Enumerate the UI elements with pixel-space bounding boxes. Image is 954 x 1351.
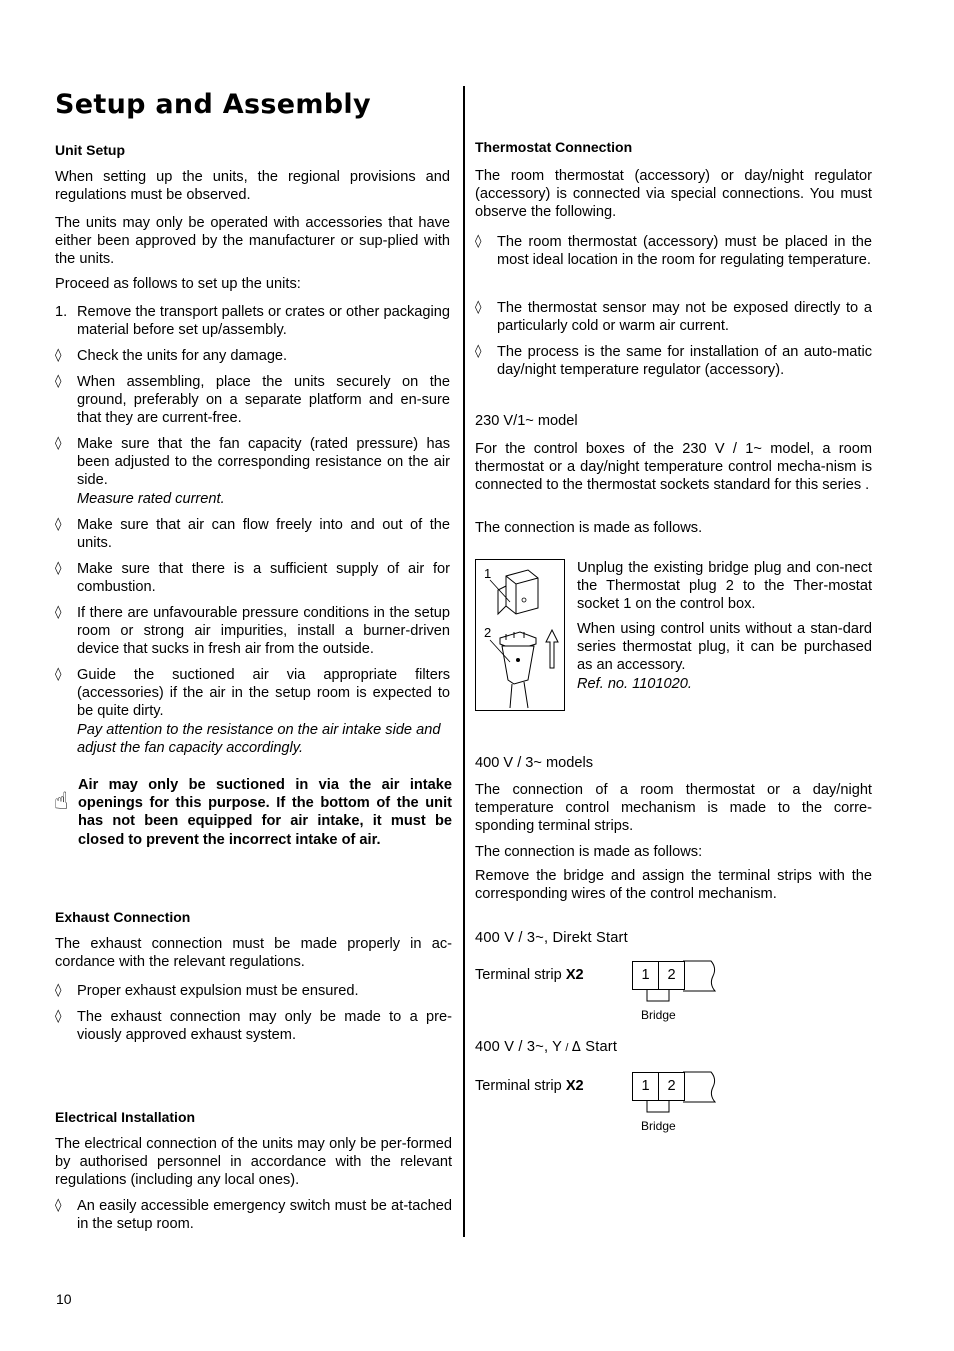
diamond-bullet-icon: ◊	[55, 348, 62, 363]
model-400-paragraph-3: Remove the bridge and assign the terminal strips with the corresponding wires of the control mechanism.	[475, 868, 872, 903]
italic-note: Measure rated current.	[77, 490, 225, 507]
diamond-bullet-icon: ◊	[55, 436, 62, 451]
diamond-bullet-icon: ◊	[55, 517, 62, 532]
diamond-bullet-icon: ◊	[55, 605, 62, 620]
figure-paragraph-2: When using control units without a stan-dard series thermostat plug, it can be purchased as an accessory.	[577, 621, 872, 674]
diamond-bullet-icon: ◊	[55, 561, 62, 576]
diamond-bullet-icon: ◊	[475, 300, 482, 315]
list-number: 1.	[55, 304, 68, 320]
model-400-paragraph-2: The connection is made as follows:	[475, 844, 703, 860]
terminal-strip-id: X2	[565, 967, 584, 983]
list-item-text: Make sure that there is a sufficient supply of air for combustion.	[77, 561, 450, 596]
model-230-heading: 230 V/1~ model	[475, 413, 578, 429]
list-item	[55, 1197, 452, 1233]
diamond-bullet-icon: ◊	[55, 667, 62, 682]
terminal-strip-end	[683, 1071, 719, 1103]
thermostat-heading: Thermostat Connection	[475, 139, 633, 155]
list-item-text: The process is the same for installation of an auto-matic day/night temperature regulator (accessory).	[497, 344, 872, 379]
list-item	[55, 373, 450, 428]
terminal-1: 1	[632, 961, 659, 990]
list-item	[55, 604, 450, 659]
electrical-paragraph: The electrical connection of the units may only be per-formed by authorised personnel in accordance with the relevant regulations (including any local ones).	[55, 1136, 452, 1189]
terminal-strip-id: X2	[565, 1078, 584, 1094]
list-item-text: The exhaust connection may only be made to a pre-viously approved exhaust system.	[77, 1009, 452, 1044]
list-item-text: Guide the suctioned air via appropriate filters (accessories) if the air in the setup room is expected to be quite dirty.	[77, 667, 450, 720]
list-item	[475, 233, 872, 269]
warning-note: Air may only be suctioned in via the air intake openings for this purpose. If the bottom of the unit has not been equipped for air intake, it must be closed to prevent the incorrect intake of air.	[78, 777, 452, 848]
unit-setup-heading: Unit Setup	[55, 142, 125, 158]
terminal-strip-label: Terminal strip	[475, 967, 566, 983]
figure-paragraph-1: Unplug the existing bridge plug and con-nect the Thermostat plug 2 to the Ther-mostat socket 1 on the control box.	[577, 560, 872, 613]
y-delta-start-heading: 400 V / 3~, Y / Δ Start	[475, 1039, 618, 1055]
list-item-text: Check the units for any damage.	[77, 348, 288, 364]
model-230-paragraph-2: The connection is made as follows.	[475, 520, 703, 536]
diamond-bullet-icon: ◊	[475, 234, 482, 249]
model-400-paragraph-1: The connection of a room thermostat or a day/night temperature control mechanism is made to the corre-sponding terminal strips.	[475, 782, 872, 835]
list-item	[475, 343, 872, 379]
list-item	[55, 435, 450, 508]
terminal-1: 1	[632, 1072, 659, 1101]
list-item-text: Make sure that air can flow freely into and out of the units.	[77, 517, 450, 552]
list-item	[55, 982, 452, 1000]
diamond-bullet-icon: ◊	[475, 344, 482, 359]
thermostat-paragraph: The room thermostat (accessory) or day/night regulator (accessory) is connected via special connections. You must observe the following.	[475, 168, 872, 221]
pointing-hand-icon: ☝	[54, 787, 69, 815]
reference-number: Ref. no. 1101020.	[577, 675, 692, 692]
list-item-text: An easily accessible emergency switch must be at-tached in the setup room.	[77, 1198, 452, 1233]
list-item-text: The thermostat sensor may not be exposed directly to a particularly cold or warm air current.	[497, 300, 872, 335]
electrical-heading: Electrical Installation	[55, 1109, 196, 1125]
terminal-2: 2	[658, 1072, 685, 1101]
exhaust-paragraph: The exhaust connection must be made properly in ac-cordance with the relevant regulations.	[55, 936, 452, 971]
model-400-heading: 400 V / 3~ models	[475, 755, 594, 771]
figure-label-2: 2	[484, 625, 492, 640]
list-item	[55, 347, 450, 365]
numbered-item-text: Remove the transport pallets or crates or other packaging material before set up/assembly.	[77, 304, 450, 339]
unit-setup-paragraph-1: When setting up the units, the regional provisions and regulations must be observed.	[55, 169, 450, 204]
bridge-connector	[645, 1100, 673, 1116]
list-item	[55, 666, 450, 757]
exhaust-heading: Exhaust Connection	[55, 909, 191, 925]
list-item-text: When assembling, place the units securely on the ground, preferably on a separate platform and en-sure that they are current-free.	[77, 374, 450, 427]
list-item	[55, 560, 450, 596]
diamond-bullet-icon: ◊	[55, 1198, 62, 1213]
list-item	[55, 516, 450, 552]
thermostat-plug-figure	[475, 559, 565, 711]
italic-note: Pay attention to the resistance on the air intake side and adjust the fan capacity accordingly.	[77, 721, 441, 756]
unit-setup-paragraph-2: The units may only be operated with accessories that have either been approved by the manufacturer or sup-plied with the units.	[55, 215, 450, 268]
list-item-text: If there are unfavourable pressure conditions in the setup room or strong air impurities, install a burner-driven device that sucks in fresh air from the outside.	[77, 605, 450, 658]
figure-label-1: 1	[484, 566, 492, 581]
diamond-bullet-icon: ◊	[55, 1009, 62, 1024]
direkt-start-heading: 400 V / 3~, Direkt Start	[475, 930, 628, 946]
list-item-text: Proper exhaust expulsion must be ensured.	[77, 983, 359, 999]
bridge-connector	[645, 989, 673, 1005]
page-number: 10	[56, 1291, 72, 1307]
terminal-strip-label: Terminal strip	[475, 1078, 566, 1094]
column-divider	[463, 86, 465, 1237]
diamond-bullet-icon: ◊	[55, 983, 62, 998]
bridge-label: Bridge	[641, 1008, 676, 1022]
numbered-item-1	[55, 303, 450, 339]
list-item	[55, 1008, 452, 1044]
diamond-bullet-icon: ◊	[55, 374, 62, 389]
model-230-paragraph: For the control boxes of the 230 V / 1~ model, a room thermostat or a day/night temperature control mecha-nism is connected to the thermostat sockets standard for this series .	[475, 441, 872, 494]
unit-setup-paragraph-3: Proceed as follows to set up the units:	[55, 276, 301, 292]
terminal-2: 2	[658, 961, 685, 990]
terminal-strip-end	[683, 960, 719, 992]
page-title: Setup and Assembly	[55, 89, 371, 120]
list-item	[475, 299, 872, 335]
list-item-text: The room thermostat (accessory) must be placed in the most ideal location in the room for regulating temperature.	[497, 234, 872, 269]
list-item-text: Make sure that the fan capacity (rated pressure) has been adjusted to the corresponding resistance on the air side.	[77, 436, 450, 489]
bridge-label: Bridge	[641, 1119, 676, 1133]
